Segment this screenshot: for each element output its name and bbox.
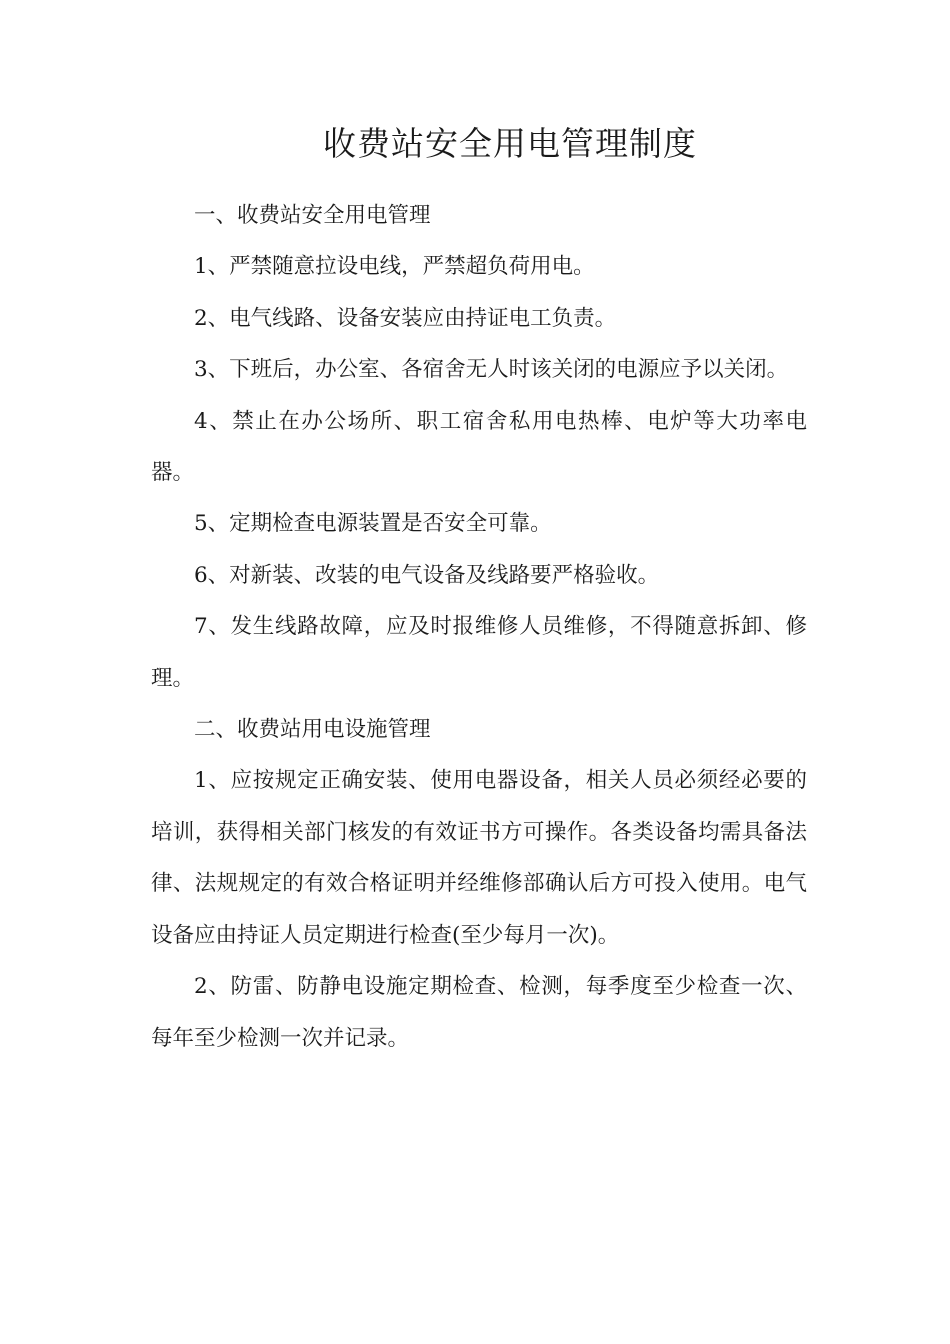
document-body <box>151 190 807 1064</box>
paragraph: 1、严禁随意拉设电线，严禁超负荷用电。 <box>194 254 595 280</box>
paragraph: 2、防雷、防静电设施定期检查、检测，每季度至少检查一次、每年至少检测一次并记录。 <box>151 974 807 1051</box>
section-heading-2: 二、收费站用电设施管理 <box>194 717 431 743</box>
paragraph: 3、下班后，办公室、各宿舍无人时该关闭的电源应予以关闭。 <box>194 357 789 383</box>
paragraph: 1、应按规定正确安装、使用电器设备，相关人员必须经必要的培训，获得相关部门核发的有效证书方可操作。各类设备均需具备法律、法规规定的有效合格证明并经维修部确认后方可投入使用。电气设备应由持证人员定期进行检查(至少每月一次)。 <box>151 768 807 948</box>
paragraph: 5、定期检查电源装置是否安全可靠。 <box>194 511 552 537</box>
document-title: 收费站安全用电管理制度 <box>323 124 697 163</box>
paragraph: 7、发生线路故障，应及时报维修人员维修，不得随意拆卸、修理。 <box>151 614 807 691</box>
section-heading-1: 一、收费站安全用电管理 <box>194 203 431 228</box>
paragraph: 6、对新装、改装的电气设备及线路要严格验收。 <box>194 562 660 588</box>
paragraph: 2、电气线路、设备安装应由持证电工负责。 <box>194 305 617 331</box>
paragraph: 4、禁止在办公场所、职工宿舍私用电热棒、电炉等大功率电器。 <box>151 408 807 486</box>
